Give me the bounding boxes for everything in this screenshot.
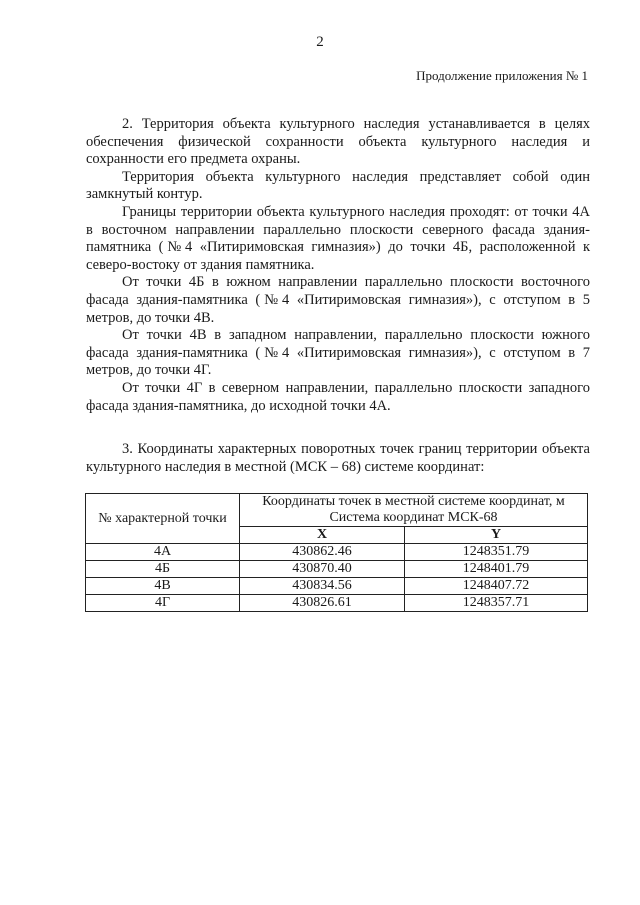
- coordinates-table: [85, 493, 588, 612]
- table-row: [86, 544, 588, 561]
- point-number-header: № характерной точки: [86, 494, 240, 544]
- y-cell: 1248407.72: [405, 578, 588, 595]
- coordinates-group-header: Координаты точек в местной системе координат, м Система координат МСК-68: [240, 494, 588, 527]
- y-column-header: Y: [405, 527, 588, 544]
- paragraph-boundary-start: Границы территории объекта культурного наследия проходят: от точки 4А в восточном направлении параллельно плоскости северного фасада здания-памятника (№4 «Питиримовская гимназия») до точки 4Б, расположенной к северо-востоку от здания памятника.: [86, 203, 590, 273]
- x-cell: 430826.61: [240, 595, 405, 612]
- paragraph-coordinates-intro: 3. Координаты характерных поворотных точек границ территории объекта культурного наследия в местной (МСК – 68) системе координат:: [86, 441, 590, 475]
- paragraph-boundary-south: От точки 4Б в южном направлении параллельно плоскости восточного фасада здания-памятника (№4 «Питиримовская гимназия»), с отступом в 5 метров, до точки 4В.: [86, 274, 590, 326]
- point-cell: 4Б: [86, 561, 240, 578]
- table-row: [86, 578, 588, 595]
- x-cell: 430870.40: [240, 561, 405, 578]
- appendix-continuation-label: Продолжение приложения № 1: [416, 68, 588, 83]
- paragraph-boundary-north: От точки 4Г в северном направлении, параллельно плоскости западного фасада здания-памятника, до исходной точки 4А.: [86, 379, 590, 414]
- paragraph-boundary-west: От точки 4В в западном направлении, параллельно плоскости южного фасада здания-памятника (№4 «Питиримовская гимназия»), с отступом в 7 метров, до точки 4Г.: [86, 327, 590, 379]
- y-cell: 1248351.79: [405, 544, 588, 561]
- x-cell: 430834.56: [240, 578, 405, 595]
- paragraph-contour: Территория объекта культурного наследия представляет собой один замкнутый контур.: [86, 168, 590, 203]
- y-cell: 1248357.71: [405, 595, 588, 612]
- point-cell: 4Г: [86, 595, 240, 612]
- table-row: [86, 561, 588, 578]
- paragraph-territory-purpose: 2. Территория объекта культурного наследия устанавливается в целях обеспечения физической сохранности объекта культурного наследия и сохранности его предмета охраны.: [86, 116, 590, 168]
- y-cell: 1248401.79: [405, 561, 588, 578]
- point-cell: 4А: [86, 544, 240, 561]
- page-number: 2: [316, 34, 324, 50]
- table-header-row: [86, 494, 588, 527]
- x-cell: 430862.46: [240, 544, 405, 561]
- x-column-header: X: [240, 527, 405, 544]
- table-row: [86, 595, 588, 612]
- body-text: [86, 116, 590, 476]
- point-cell: 4В: [86, 578, 240, 595]
